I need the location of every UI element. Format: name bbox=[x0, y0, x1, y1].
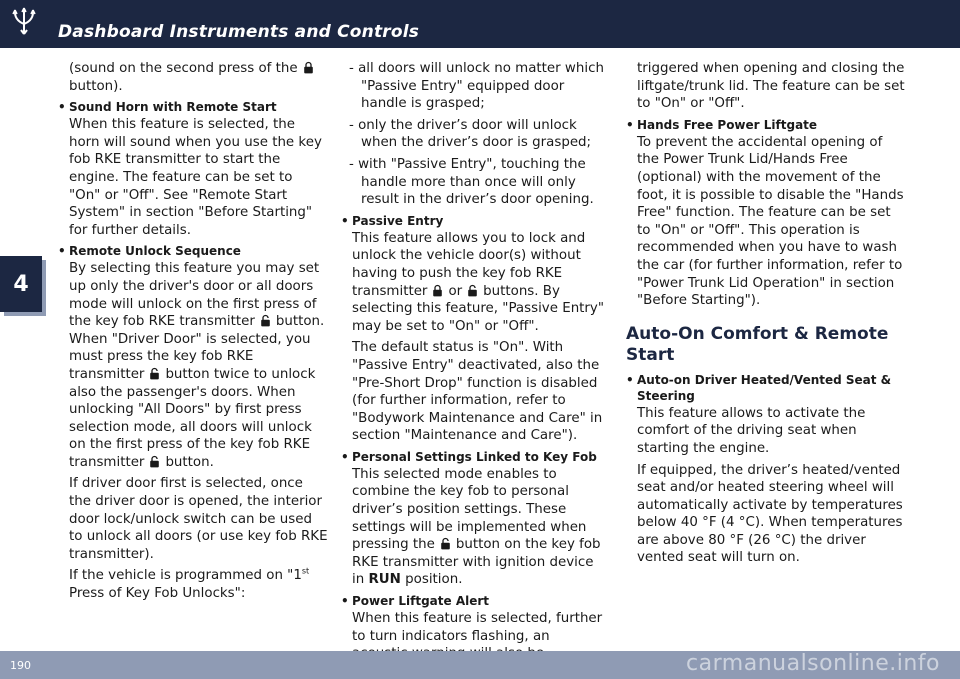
bullet-heading: • Passive Entry bbox=[341, 213, 444, 228]
paragraph: When this feature is selected, the horn will sound when you use the key fob RKE transmitter to start the engine. The feature can be set to "On" or "Off". See "Remote Start System" in section "Before Starting" for further details. bbox=[69, 117, 322, 238]
unlock-icon bbox=[260, 314, 271, 327]
bullet-heading: • Auto-on Driver Heated/Vented Seat & Steering bbox=[626, 372, 892, 403]
paragraph: The default status is "On". With "Passive Entry" deactivated, also the "Pre-Short Drop" function is disabled (for further information, refer to "Bodywork Maintenance and Care" in section "Maintenance and Care"). bbox=[352, 340, 603, 444]
chapter-tab bbox=[0, 256, 42, 312]
chapter-number: 4 bbox=[13, 271, 29, 297]
column-2 bbox=[341, 60, 609, 667]
paragraph: When this feature is selected, further to turn indicators flashing, an bbox=[352, 611, 603, 644]
dash-item: - all doors will unlock no matter which "Passive Entry" equipped door handle is grasped; bbox=[349, 61, 604, 112]
unlock-icon bbox=[149, 367, 160, 380]
section-title: Auto-On Comfort & Remote Start bbox=[626, 323, 889, 365]
page-title: Dashboard Instruments and Controls bbox=[58, 22, 420, 42]
paragraph: By selecting this feature you may set up only the driver's door or all doors mode will unlock on the first press of the key fob RKE transmitter button. When "Driver Door" is selected, you must press the key fob RKE transmitter button twice to unlock also the passenger's doors. When unlocking "All Doors" by first press selection mode, all doors will unlock on the first press of the key fob RKE transmitter button. bbox=[69, 261, 325, 470]
bullet-heading: • Personal Settings Linked to Key Fob bbox=[341, 449, 597, 464]
paragraph: This selected mode enables to combine the key fob to personal driver’s position settings. These settings will be implemented when pressing the button on the key fob RKE transmitter with ignition device in RUN position. bbox=[352, 466, 601, 588]
bullet-heading: • Hands Free Power Liftgate bbox=[626, 117, 818, 132]
bullet-heading: • Remote Unlock Sequence bbox=[58, 244, 241, 259]
trident-logo-icon bbox=[10, 6, 38, 36]
lock-icon bbox=[432, 284, 443, 297]
column-3 bbox=[626, 60, 906, 571]
bullet-heading: • Sound Horn with Remote Start bbox=[58, 100, 277, 115]
paragraph: triggered when opening and closing the liftgate/trunk lid. The feature can be set to "On" or "Off". bbox=[637, 61, 905, 112]
unlock-icon bbox=[149, 455, 160, 468]
paragraph: If equipped, the driver’s heated/vented seat and/or heated steering wheel will automatically activate by temperatures below 40 °F (4 °C). When temperatures are above 80 °F (26 °C) the driver vented seat will turn on. bbox=[637, 462, 903, 566]
paragraph: This feature allows to activate the comfort of the driving seat when starting the engine. bbox=[637, 405, 866, 456]
unlock-icon bbox=[467, 284, 478, 297]
paragraph: If driver door first is selected, once the driver door is opened, the interior door lock/unlock switch can be used to unlock all doors (or use key fob RKE transmitter). bbox=[69, 476, 328, 562]
paragraph: (sound on the second press of the button). bbox=[58, 60, 328, 95]
watermark: carmanualsonline.info bbox=[686, 651, 940, 676]
page-header bbox=[0, 0, 960, 48]
page-number: 190 bbox=[10, 659, 31, 672]
paragraph: If the vehicle is programmed on "1st Press of Key Fob Unlocks": bbox=[69, 566, 310, 602]
paragraph: To prevent the accidental opening of the Power Trunk Lid/Hands Free (optional) with the movement of the foot, it is possible to disable the "Hands Free" function. The feature can be set to "On" or "Off". This operation is recommended when you have to wash the car (for further information, refer to "Power Trunk Lid Operation" in section "Before Starting"). bbox=[637, 134, 904, 309]
dash-item: - with "Passive Entry", touching the handle more than once will only result in the driver’s door opening. bbox=[349, 156, 594, 208]
bullet-heading: • Power Liftgate Alert bbox=[341, 594, 490, 609]
page-footer bbox=[0, 651, 960, 679]
column-1 bbox=[58, 60, 328, 607]
lock-icon bbox=[303, 61, 314, 74]
unlock-icon bbox=[440, 537, 451, 550]
dash-item: - only the driver’s door will unlock when the driver’s door is grasped; bbox=[349, 117, 592, 151]
paragraph: This feature allows you to lock and unlock the vehicle door(s) without having to push the key fob RKE transmitter or buttons. By selecting this feature, "Passive Entry" may be set to "On" or "Off". bbox=[352, 230, 605, 334]
